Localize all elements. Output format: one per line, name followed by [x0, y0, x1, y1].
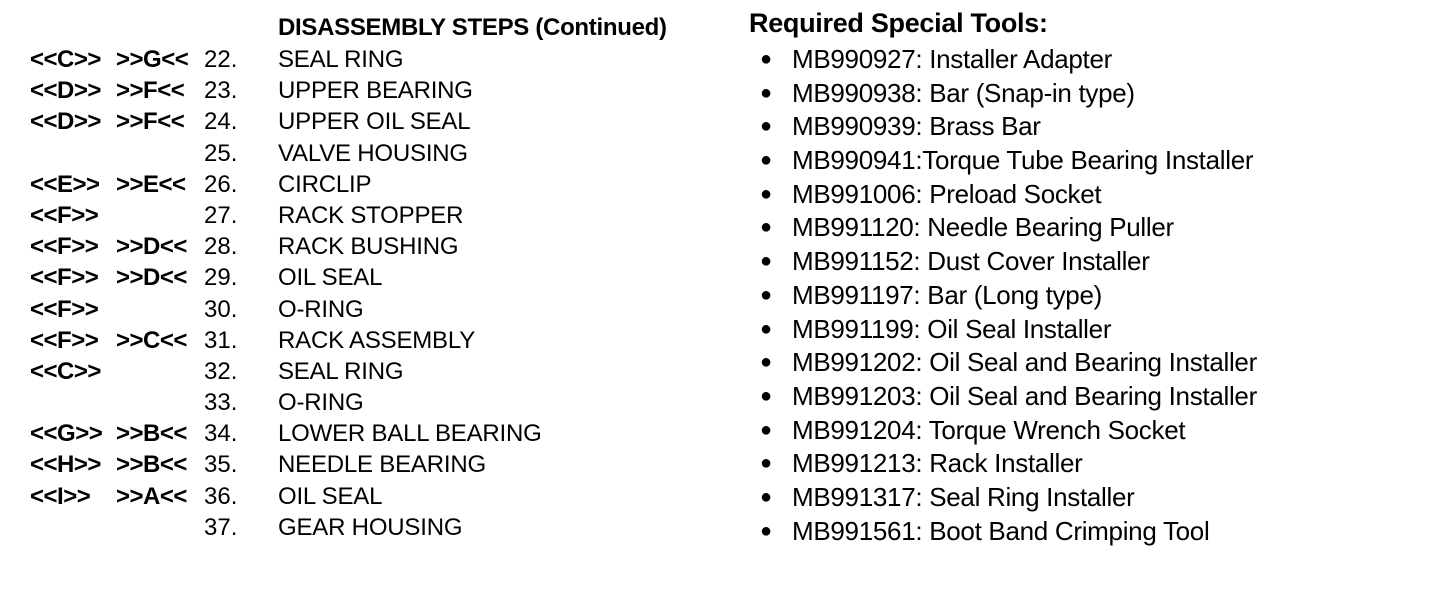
tool-label: MB990939: Brass Bar [792, 111, 1041, 142]
disassembly-steps-title: DISASSEMBLY STEPS (Continued) [278, 14, 667, 41]
tool-item [760, 346, 1257, 380]
step-mark-a: <<E>> [30, 170, 100, 198]
step-mark-a: <<D>> [30, 77, 101, 105]
tool-label: MB991120: Needle Bearing Puller [792, 212, 1174, 243]
bullet-icon: ● [760, 81, 772, 104]
tool-label: MB991213: Rack Installer [792, 448, 1083, 479]
bullet-icon: ● [760, 283, 772, 306]
step-number: 23. [204, 77, 238, 105]
step-row [30, 387, 730, 418]
tool-item [760, 515, 1257, 549]
step-mark-b: >>C<< [116, 326, 187, 354]
step-number: 27. [204, 201, 238, 229]
special-tools-list [760, 43, 1257, 548]
step-row [30, 356, 730, 387]
step-mark-a: <<G>> [30, 420, 103, 448]
step-number: 29. [204, 264, 238, 292]
step-mark-a: <<D>> [30, 108, 101, 136]
step-row [30, 200, 730, 231]
tool-label: MB991199: Oil Seal Installer [792, 313, 1112, 344]
bullet-icon: ● [760, 418, 772, 441]
step-mark-a: <<F>> [30, 233, 99, 261]
tool-label: MB991204: Torque Wrench Socket [792, 414, 1186, 445]
step-mark-b: >>D<< [116, 233, 187, 261]
step-mark-b: >>B<< [116, 420, 187, 448]
step-row [30, 106, 730, 137]
tool-label: MB991202: Oil Seal and Bearing Installer [792, 347, 1257, 378]
bullet-icon: ● [760, 317, 772, 340]
tool-label: MB991561: Boot Band Crimping Tool [792, 515, 1210, 546]
bullet-icon: ● [760, 519, 772, 542]
bullet-icon: ● [760, 115, 772, 138]
step-name: GEAR HOUSING [278, 513, 463, 541]
step-row [30, 481, 730, 512]
step-mark-b: >>F<< [116, 77, 185, 105]
step-name: UPPER OIL SEAL [278, 108, 471, 136]
tool-label: MB990927: Installer Adapter [792, 44, 1112, 74]
step-number: 31. [204, 326, 238, 354]
bullet-icon: ● [760, 216, 772, 239]
step-mark-a: <<F>> [30, 201, 99, 229]
step-name: O-RING [278, 389, 364, 417]
tool-item [760, 211, 1257, 245]
step-mark-a: <<C>> [30, 357, 101, 385]
bullet-icon: ● [760, 182, 772, 205]
step-number: 30. [204, 295, 238, 323]
step-row [30, 169, 730, 200]
step-number: 37. [204, 513, 238, 541]
step-number: 36. [204, 482, 238, 510]
step-number: 24. [204, 108, 238, 136]
tool-item [760, 77, 1257, 111]
step-name: LOWER BALL BEARING [278, 420, 542, 448]
step-number: 28. [204, 233, 238, 261]
step-row [30, 294, 730, 325]
bullet-icon: ● [760, 48, 772, 70]
tool-label: MB991197: Bar (Long type) [792, 279, 1102, 310]
tool-label: MB991152: Dust Cover Installer [792, 246, 1150, 277]
step-name: CIRCLIP [278, 170, 372, 198]
tool-item [760, 110, 1257, 144]
tool-label: MB990938: Bar (Snap-in type) [792, 77, 1135, 108]
bullet-icon: ● [760, 452, 772, 475]
step-number: 32. [204, 357, 238, 385]
step-mark-a: <<F>> [30, 264, 99, 292]
step-row [30, 262, 730, 293]
step-row [30, 231, 730, 262]
step-mark-a: <<F>> [30, 295, 99, 323]
bullet-icon: ● [760, 485, 772, 508]
step-name: SEAL RING [278, 46, 404, 73]
step-name: OIL SEAL [278, 482, 383, 510]
tool-item [760, 447, 1257, 481]
step-name: OIL SEAL [278, 264, 383, 292]
special-tools-title: Required Special Tools: [749, 8, 1048, 38]
step-row [30, 75, 730, 106]
tool-label: MB991006: Preload Socket [792, 178, 1102, 209]
step-number: 26. [204, 170, 238, 198]
tool-item [760, 245, 1257, 279]
step-row [30, 44, 730, 75]
tool-item [760, 144, 1257, 178]
tool-label: MB990941:Torque Tube Bearing Installer [792, 145, 1254, 176]
bullet-icon: ● [760, 384, 772, 407]
step-mark-b: >>F<< [116, 108, 185, 136]
step-number: 34. [204, 420, 238, 448]
tool-item [760, 481, 1257, 515]
disassembly-steps-list [30, 44, 730, 543]
tool-item [760, 380, 1257, 414]
step-row [30, 449, 730, 480]
step-name: RACK ASSEMBLY [278, 326, 476, 354]
step-mark-a: <<H>> [30, 451, 101, 479]
bullet-icon: ● [760, 351, 772, 374]
step-mark-b: >>B<< [116, 451, 187, 479]
tool-label: MB991203: Oil Seal and Bearing Installer [792, 380, 1257, 411]
step-mark-b: >>A<< [116, 482, 187, 510]
step-number: 33. [204, 389, 238, 417]
step-number: 22. [204, 46, 238, 73]
tool-item [760, 178, 1257, 212]
step-mark-a: <<C>> [30, 46, 101, 73]
bullet-icon: ● [760, 250, 772, 273]
step-mark-b: >>G<< [116, 46, 189, 73]
step-name: NEEDLE BEARING [278, 451, 486, 479]
tool-label: MB991317: Seal Ring Installer [792, 481, 1135, 512]
step-mark-a: <<F>> [30, 326, 99, 354]
tool-item [760, 313, 1257, 347]
tool-item [760, 43, 1257, 77]
step-row [30, 138, 730, 169]
step-name: RACK BUSHING [278, 233, 459, 261]
step-row [30, 512, 730, 543]
step-row [30, 325, 730, 356]
bullet-icon: ● [760, 149, 772, 172]
step-number: 25. [204, 139, 238, 167]
step-number: 35. [204, 451, 238, 479]
step-mark-b: >>D<< [116, 264, 187, 292]
step-name: SEAL RING [278, 357, 404, 385]
step-name: UPPER BEARING [278, 77, 473, 105]
tool-item [760, 414, 1257, 448]
step-mark-b: >>E<< [116, 170, 186, 198]
step-row [30, 418, 730, 449]
tool-item [760, 279, 1257, 313]
step-name: O-RING [278, 295, 364, 323]
step-name: VALVE HOUSING [278, 139, 468, 167]
step-mark-a: <<I>> [30, 482, 91, 510]
step-name: RACK STOPPER [278, 201, 464, 229]
